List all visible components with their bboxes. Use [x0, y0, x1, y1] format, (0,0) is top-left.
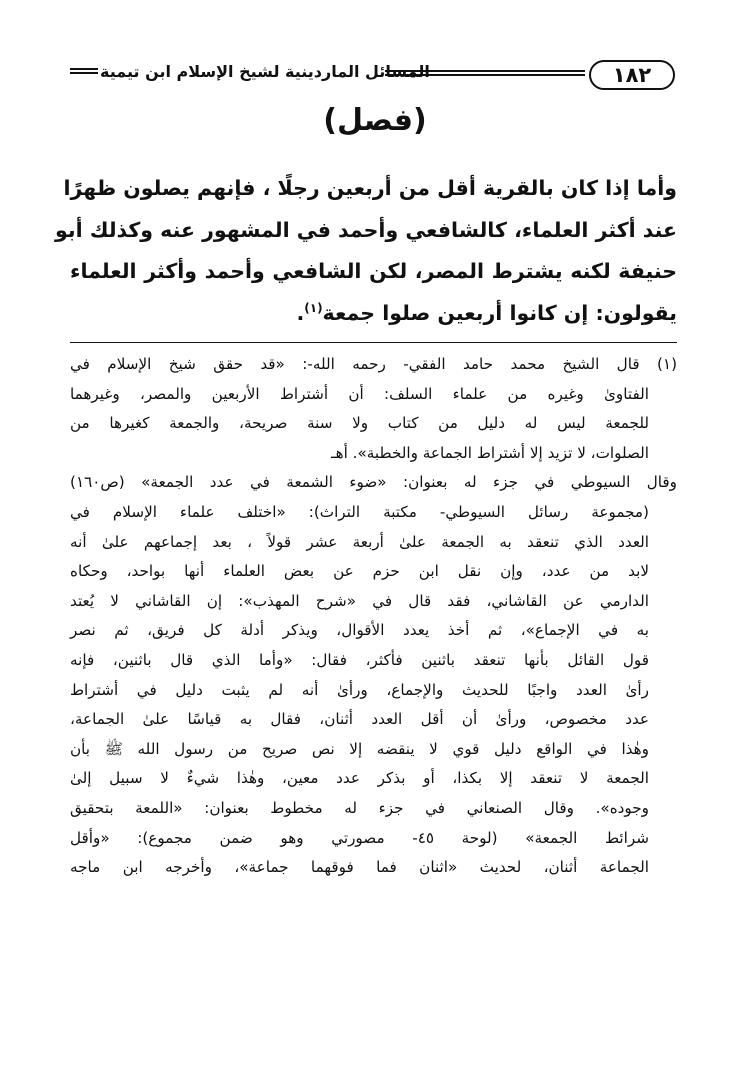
footnote-line: لابد من عدد، وإن نقل ابن حزم عن بعض العلماء أنها بواحد، وحكاه	[70, 562, 649, 581]
footnote-line: (مجموعة رسائل السيوطي- مكتبة التراث): «اختلف علماء الإسلام في	[70, 502, 649, 521]
footnote-line: شرائط الجمعة» (لوحة ٤٥- مصورتي وهو ضمن مجموع): «وأقل	[70, 828, 649, 847]
page-number: ١٨٢	[589, 60, 675, 90]
footnote-line: وجوده». وقال الصنعاني في جزء له مخطوط بعنوان: «اللمعة بتحقيق	[70, 798, 649, 817]
footnote-line: للجمعة ليس له دليل من كتاب ولا سنة صريحة، والجمعة كغيرها من	[70, 414, 649, 433]
main-line-text: يقولون: إن كانوا أربعين صلوا جمعة	[322, 300, 677, 325]
running-header	[70, 58, 675, 92]
header-ornament	[70, 68, 98, 74]
footnote-line: وهٰذا في الواقع دليل قوي لا ينقضه إلا نص صريح من رسول الله ﷺ بأن	[70, 739, 649, 758]
footnote-line: العدد الذي تنعقد به الجمعة علىٰ أربعة عشر قولاً ، بعد إجماعهم علىٰ أنه	[70, 532, 649, 551]
footnote-line: (١) قال الشيخ محمد حامد الفقي- رحمه الله-: «قد حقق شيخ الإسلام في	[70, 355, 677, 373]
footnote-line: الجمعة لا تنعقد إلا بكذا، أو بذكر عدد معين، وهٰذا شيءٌ لا سبيل إلىٰ	[70, 769, 649, 788]
running-title: المسائل الماردينية لشيخ الإسلام ابن تيمية	[100, 62, 430, 81]
footnote-line: رأىٰ العدد واجبًا للحديث والإجماع، ورأىٰ أنه لم يثبت دليل في أشتراط	[70, 680, 649, 699]
main-line: عند أكثر العلماء، كالشافعي وأحمد في المشهور عنه وكذلك أبو	[55, 217, 677, 242]
footnote-line: الصلوات، لا تزيد إلا أشتراط الجماعة والخطبة». أهـ	[331, 443, 649, 462]
main-line-last	[70, 293, 677, 335]
footnote-line: قول القائل بأنها تنعقد باثنين فأكثر، فقال: «وأما الذي قال باثنين، فإنه	[70, 650, 649, 669]
footnote-line: وقال السيوطي في جزء له بعنوان: «ضوء الشمعة في عدد الجمعة» (ص١٦٠)	[70, 473, 677, 492]
section-heading: (فصل)	[323, 103, 427, 138]
footnote-line: عدد مخصوص، ورأىٰ أن أقل العدد أثنان، فقال به قياسًا علىٰ الجماعة،	[70, 710, 649, 729]
main-line-end: .	[296, 300, 305, 325]
footnote-line: به في الإجماع»، ثم أخذ يعدد الأقوال، ويذكر أدلة كل فريق، ثم نصر	[70, 621, 649, 640]
footnote-line: الجماعة أثنان، لحديث «اثنان فما فوقهما جماعة»، وأخرجه ابن ماجه	[70, 858, 649, 877]
footnote-line: الدارمي عن القاشاني، فقد قال في «شرح المهذب»: إن القاشاني لا يُعتد	[70, 591, 649, 610]
main-paragraph	[55, 168, 677, 334]
footnote-separator	[70, 342, 677, 343]
footnote-marker: (١)	[304, 300, 323, 315]
footnote-block	[70, 350, 677, 883]
footnote-line: الفتاوىٰ وغيره من علماء السلف: أن أشتراط الأربعين والمصر، وغيرهما	[70, 384, 649, 403]
main-line: وأما إذا كان بالقرية أقل من أربعين رجلًا ، فإنهم يصلون ظهرًا	[63, 176, 677, 200]
main-line: حنيفة لكنه يشترط المصر، لكن الشافعي وأحمد وأكثر العلماء	[70, 259, 677, 283]
